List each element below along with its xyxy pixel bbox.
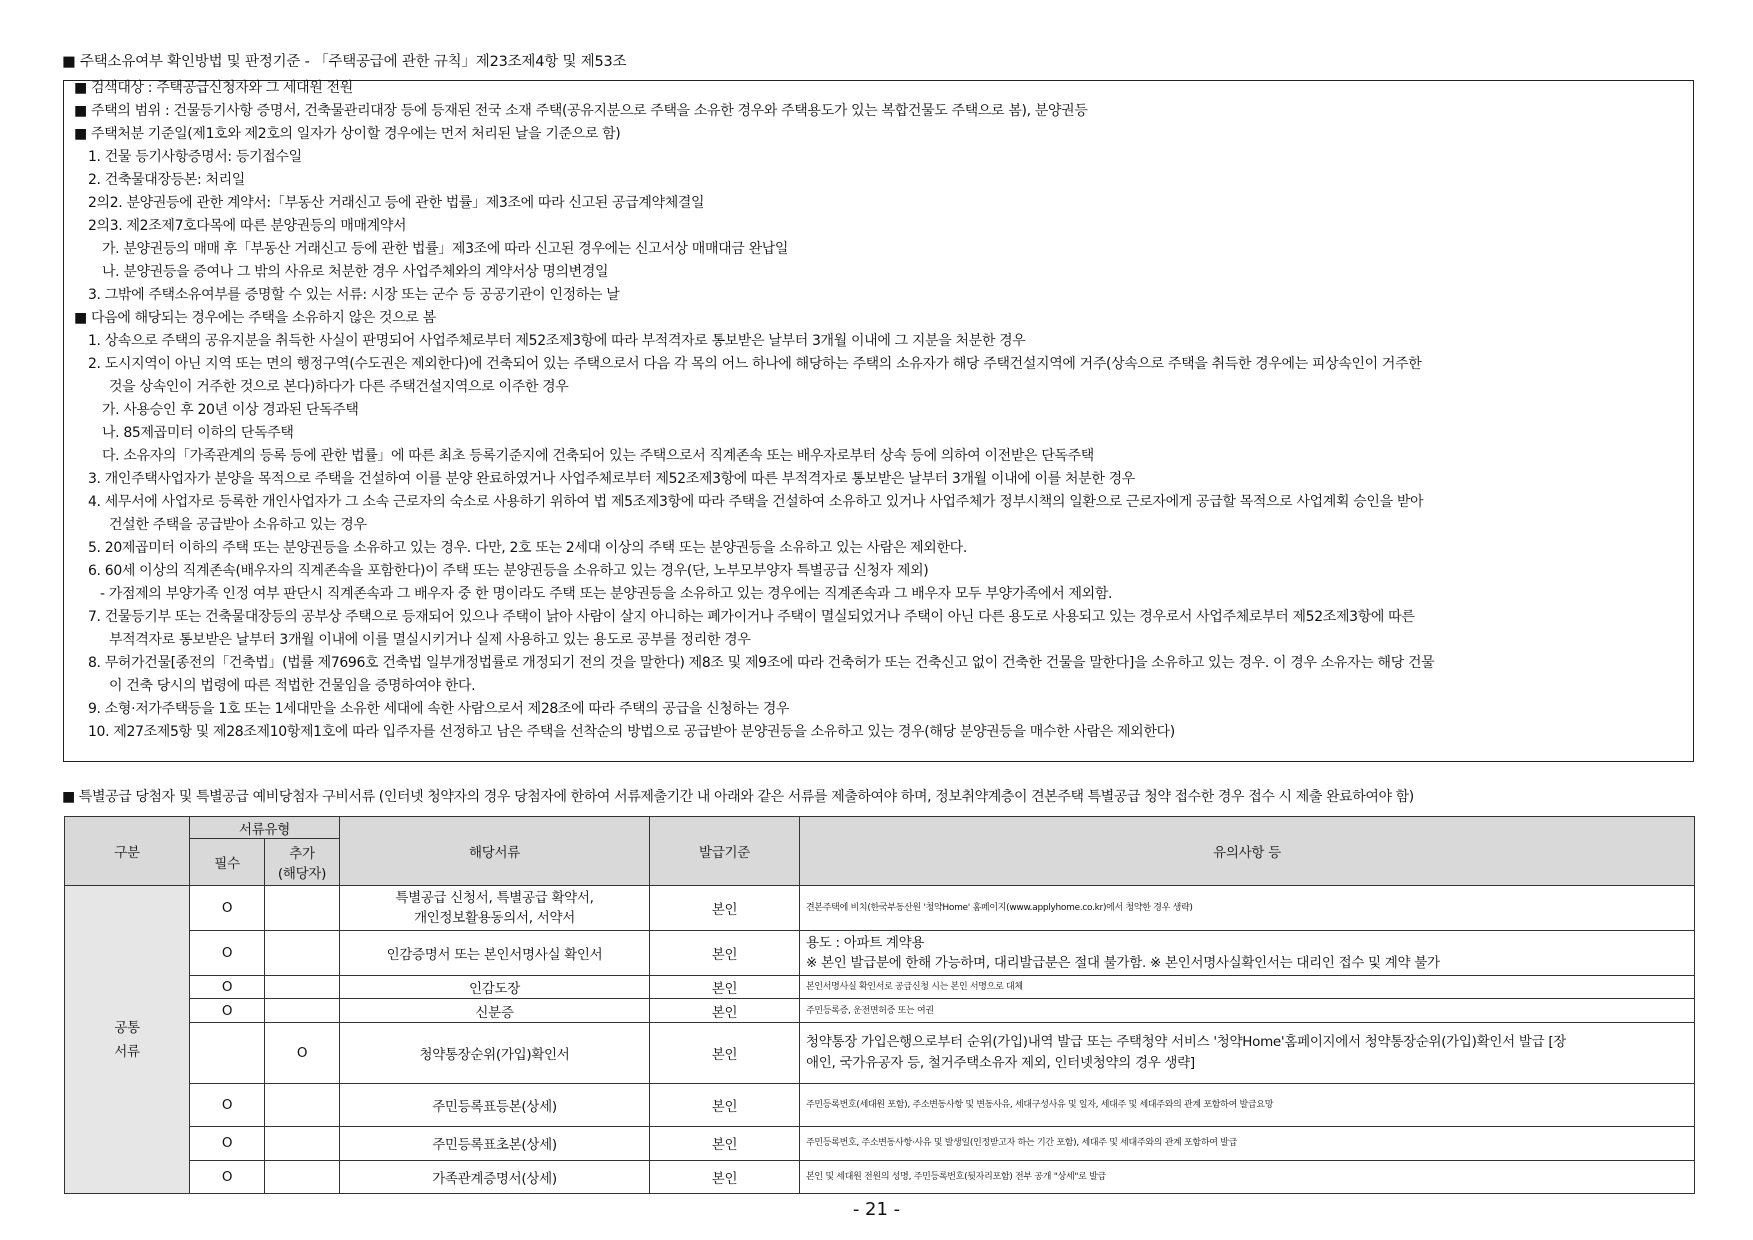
criteria-line: 부적격자로 통보받은 날부터 3개월 이내에 이를 멸실시키거나 실제 사용하고 있는 용도로 공부를 정리한 경우: [109, 632, 751, 648]
table-row: [65, 1083, 1695, 1126]
cell-issuer: 본인: [650, 975, 800, 998]
cell-note: 견본주택에 비치(한국부동산원 '청약Home' 홈페이지(www.applyhome.co.kr)에서 청약한 경우 생략): [800, 886, 1695, 931]
cell-additional: [265, 1083, 340, 1126]
cell-additional: [265, 1126, 340, 1161]
section-heading-ownership: ■ 주택소유여부 확인방법 및 판정기준 - 「주택공급에 관한 규칙」제23조제4항 및 제53조: [62, 54, 627, 70]
cell-document: 인감증명서 또는 본인서명사실 확인서: [340, 931, 650, 976]
criteria-line: 8. 무허가건물[종전의「건축법」(법률 제7696호 건축법 일부개정법률로 개정되기 전의 것을 말한다) 제8조 및 제9조에 따라 건축허가 또는 건축신고 없이 건축한 건물을 말한다]을 소유하고 있는 경우. 이 경우 소유자는 해당 건물: [88, 655, 1435, 671]
header-notes: 유의사항 등: [800, 817, 1695, 886]
criteria-line: 1. 상속으로 주택의 공유지분을 취득한 사실이 판명되어 사업주체로부터 제52조제3항에 따라 부적격자로 통보받은 날부터 3개월 이내에 그 지분을 처분한 경우: [88, 333, 1026, 349]
criteria-line: ■ 검색대상 : 주택공급신청자와 그 세대원 전원: [74, 80, 353, 96]
header-document: 해당서류: [340, 817, 650, 886]
cell-additional: [265, 1161, 340, 1194]
criteria-line: ■ 주택의 범위 : 건물등기사항 증명서, 건축물관리대장 등에 등재된 전국 소재 주택(공유지분으로 주택을 소유한 경우와 주택용도가 있는 복합건물도 주택으로 봄), 분양권등: [74, 103, 1088, 119]
criteria-line: 2. 건축물대장등본: 처리일: [88, 172, 245, 188]
criteria-line: 5. 20제곱미터 이하의 주택 또는 분양권등을 소유하고 있는 경우. 다만, 2호 또는 2세대 이상의 주택 또는 분양권등을 소유하고 있는 사람은 제외한다.: [88, 540, 967, 556]
category-common-docs: 공통 서류: [65, 886, 190, 1194]
cell-issuer: 본인: [650, 1126, 800, 1161]
criteria-line: 2. 도시지역이 아닌 지역 또는 면의 행정구역(수도권은 제외한다)에 건축되어 있는 주택으로서 다음 각 목의 어느 하나에 해당하는 주택의 소유자가 해당 주택건설지역에 거주(상속으로 주택을 취득한 경우에는 피상속인이 거주한: [88, 356, 1422, 372]
cell-additional: [265, 886, 340, 931]
cell-required: O: [190, 886, 265, 931]
cell-note: 주민등록번호(세대원 포함), 주소변동사항 및 변동사유, 세대구성사유 및 일자, 세대주 및 세대주와의 관계 포함하여 발급요망: [800, 1083, 1695, 1126]
cell-document: 특별공급 신청서, 특별공급 확약서, 개인정보활용동의서, 서약서: [340, 886, 650, 931]
table-row: [65, 1022, 1695, 1083]
header-issuer: 발급기준: [650, 817, 800, 886]
criteria-line: 이 건축 당시의 법령에 따른 적법한 건물임을 증명하여야 한다.: [109, 678, 476, 694]
cell-additional: O: [265, 1022, 340, 1083]
cell-note: 용도 : 아파트 계약용 ※ 본인 발급분에 한해 가능하며, 대리발급분은 절대 불가함. ※ 본인서명사실확인서는 대리인 접수 및 계약 불가: [800, 931, 1695, 976]
table-row: [65, 1161, 1695, 1194]
cell-issuer: 본인: [650, 931, 800, 976]
cell-note: 본인서명사실 확인서로 공급신청 시는 본인 서명으로 대체: [800, 975, 1695, 998]
header-doc-type: 서류유형: [190, 817, 340, 839]
criteria-line: 것을 상속인이 거주한 것으로 본다)하다가 다른 주택건설지역으로 이주한 경우: [109, 379, 569, 395]
criteria-line: 6. 60세 이상의 직계존속(배우자의 직계존속을 포함한다)이 주택 또는 분양권등을 소유하고 있는 경우(단, 노부모부양자 특별공급 신청자 제외): [88, 563, 929, 579]
table-row: [65, 886, 1695, 931]
criteria-line: - 가점제의 부양가족 인정 여부 판단시 직계존속과 그 배우자 중 한 명이라도 주택 또는 분양권등을 소유하고 있는 경우에는 직계존속과 그 배우자 모두 부양가족에서 제외함.: [100, 586, 1113, 602]
cell-document: 주민등록표등본(상세): [340, 1083, 650, 1126]
criteria-line: 다. 소유자의「가족관계의 등록 등에 관한 법률」에 따른 최초 등록기준지에 건축되어 있는 주택으로서 직계존속 또는 배우자로부터 상속 등에 의하여 이전받은 단독주택: [102, 448, 1094, 464]
table-header-row: [65, 817, 1695, 839]
criteria-line: 4. 세무서에 사업자로 등록한 개인사업자가 그 소속 근로자의 숙소로 사용하기 위하여 법 제5조제3항에 따라 주택을 건설하여 소유하고 있거나 사업주체가 정부시책의 일환으로 근로자에게 공급할 목적으로 사업계획 승인을 받아: [88, 494, 1424, 510]
cell-additional: [265, 999, 340, 1022]
cell-required: O: [190, 1083, 265, 1126]
criteria-line: 나. 85제곱미터 이하의 단독주택: [102, 425, 294, 441]
cell-issuer: 본인: [650, 886, 800, 931]
cell-required: O: [190, 1161, 265, 1194]
cell-issuer: 본인: [650, 1161, 800, 1194]
criteria-line: 건설한 주택을 공급받아 소유하고 있는 경우: [109, 517, 367, 533]
criteria-line: 1. 건물 등기사항증명서: 등기접수일: [88, 149, 302, 165]
cell-required: O: [190, 999, 265, 1022]
header-category: 구분: [65, 817, 190, 886]
criteria-line: 나. 분양권등을 증여나 그 밖의 사유로 처분한 경우 사업주체와의 계약서상 명의변경일: [102, 264, 609, 280]
cell-document: 주민등록표초본(상세): [340, 1126, 650, 1161]
ownership-criteria-box: [63, 80, 1694, 762]
header-additional: 추가 (해당자): [265, 839, 340, 886]
table-row: [65, 999, 1695, 1022]
cell-note: 청약통장 가입은행으로부터 순위(가입)내역 발급 또는 주택청약 서비스 '청약Home'홈페이지에서 청약통장순위(가입)확인서 발급 [장 애인, 국가유공자 등, 철거주택소유자 제외, 인터넷청약의 경우 생략]: [800, 1022, 1695, 1083]
cell-issuer: 본인: [650, 999, 800, 1022]
criteria-line: 2의2. 분양권등에 관한 계약서:「부동산 거래신고 등에 관한 법률」제3조에 따라 신고된 공급계약체결일: [88, 195, 705, 211]
cell-note: 주민등록증, 운전면허증 또는 여권: [800, 999, 1695, 1022]
cell-required: O: [190, 1126, 265, 1161]
criteria-line: 10. 제27조제5항 및 제28조제10항제1호에 따라 입주자를 선정하고 남은 주택을 선착순의 방법으로 공급받아 분양권등을 소유하고 있는 경우(해당 분양권등을 매수한 사람은 제외한다): [88, 724, 1175, 740]
cell-required: O: [190, 931, 265, 976]
cell-note: 주민등록번호, 주소변동사항·사유 및 발생일(인정받고자 하는 기간 포함), 세대주 및 세대주와의 관계 포함하여 발급: [800, 1126, 1695, 1161]
cell-document: 인감도장: [340, 975, 650, 998]
cell-required: O: [190, 975, 265, 998]
table-row: [65, 1126, 1695, 1161]
criteria-line: 가. 사용승인 후 20년 이상 경과된 단독주택: [102, 402, 359, 418]
cell-document: 신분증: [340, 999, 650, 1022]
cell-issuer: 본인: [650, 1083, 800, 1126]
criteria-line: 가. 분양권등의 매매 후「부동산 거래신고 등에 관한 법률」제3조에 따라 신고된 경우에는 신고서상 매매대금 완납일: [102, 241, 789, 257]
cell-additional: [265, 975, 340, 998]
page-number: - 21 -: [852, 1199, 901, 1220]
documents-table: [64, 816, 1695, 1194]
criteria-line: 3. 그밖에 주택소유여부를 증명할 수 있는 서류: 시장 또는 군수 등 공공기관이 인정하는 날: [88, 287, 620, 303]
cell-note: 본인 및 세대원 전원의 성명, 주민등록번호(뒷자리포함) 전부 공개 "상세"로 발급: [800, 1161, 1695, 1194]
criteria-line: 3. 개인주택사업자가 분양을 목적으로 주택을 건설하여 이를 분양 완료하였거나 사업주체로부터 제52조제3항에 따른 부적격자로 통보받은 날부터 3개월 이내에 이를 처분한 경우: [88, 471, 1135, 487]
table-row: [65, 931, 1695, 976]
cell-document: 가족관계증명서(상세): [340, 1161, 650, 1194]
header-required: 필수: [190, 839, 265, 886]
cell-document: 청약통장순위(가입)확인서: [340, 1022, 650, 1083]
criteria-line: 9. 소형·저가주택등을 1호 또는 1세대만을 소유한 세대에 속한 사람으로서 제28조에 따라 주택의 공급을 신청하는 경우: [88, 701, 790, 717]
cell-issuer: 본인: [650, 1022, 800, 1083]
section-heading-documents: ■ 특별공급 당첨자 및 특별공급 예비당첨자 구비서류 (인터넷 청약자의 경우 당첨자에 한하여 서류제출기간 내 아래와 같은 서류를 제출하여야 하며, 정보취약계층이 견본주택 특별공급 청약 접수한 경우 접수 시 제출 완료하여야 함): [62, 789, 1414, 805]
criteria-line: 7. 건물등기부 또는 건축물대장등의 공부상 주택으로 등재되어 있으나 주택이 낡아 사람이 살지 아니하는 폐가이거나 주택이 멸실되었거나 주택이 아닌 다른 용도로 사용되고 있는 경우로서 사업주체로부터 제52조제3항에 따른: [88, 609, 1415, 625]
criteria-line: ■ 다음에 해당되는 경우에는 주택을 소유하지 않은 것으로 봄: [74, 310, 436, 326]
cell-additional: [265, 931, 340, 976]
criteria-line: ■ 주택처분 기준일(제1호와 제2호의 일자가 상이할 경우에는 먼저 처리된 날을 기준으로 함): [74, 126, 621, 142]
criteria-line: 2의3. 제2조제7호다목에 따른 분양권등의 매매계약서: [88, 218, 407, 234]
cell-required: [190, 1022, 265, 1083]
table-row: [65, 975, 1695, 998]
